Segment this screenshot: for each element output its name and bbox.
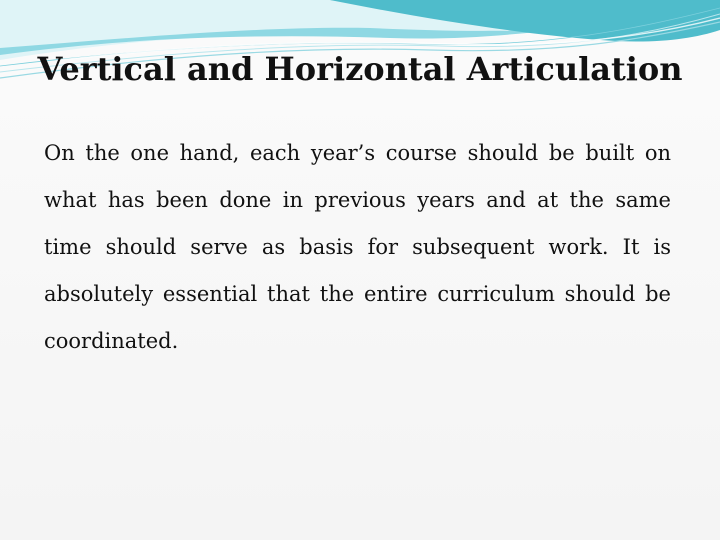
slide-body-text: On the one hand, each year’s course should be built on what has been done in previous years and at the same time should serve as basis for subsequent work. It is absolutely essential that the entire curriculum should be coordinated. bbox=[44, 141, 671, 353]
slide-title: Vertical and Horizontal Articulation bbox=[37, 50, 683, 88]
